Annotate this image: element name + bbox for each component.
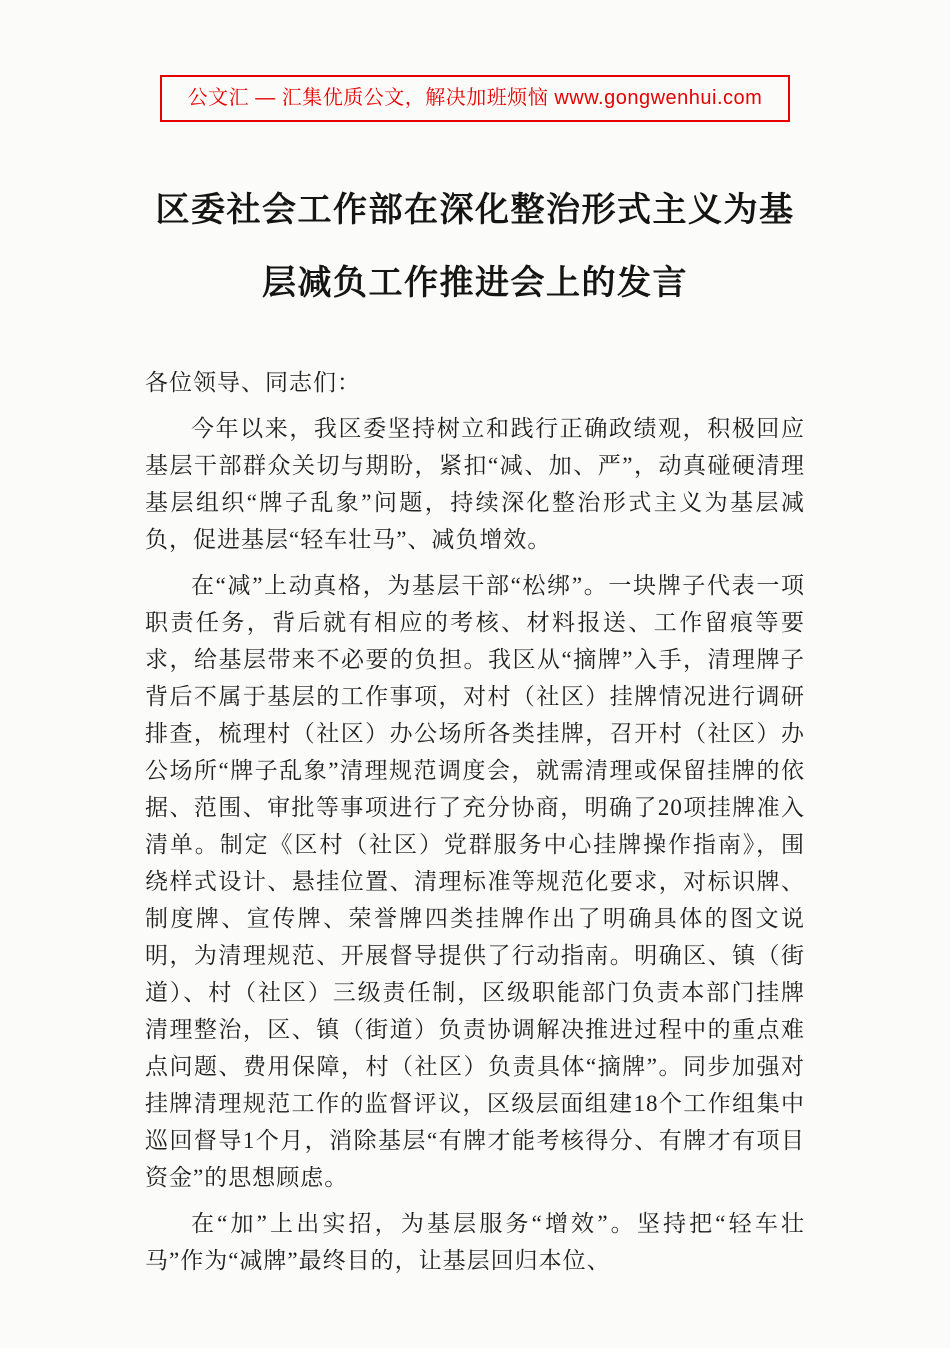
paragraph: 在“减”上动真格，为基层干部“松绑”。一块牌子代表一项职责任务，背后就有相应的考核、材料报送、工作留痕等要求，给基层带来不必要的负担。我区从“摘牌”入手，清理牌子背后不属于基层的工作事项，对村（社区）挂牌情况进行调研排查，梳理村（社区）办公场所各类挂牌，召开村（社区）办公场所“牌子乱象”清理规范调度会，就需清理或保留挂牌的依据、范围、审批等事项进行了充分协商，明确了20项挂牌准入清单。制定《区村（社区）党群服务中心挂牌操作指南》，围绕样式设计、悬挂位置、清理标准等规范化要求，对标识牌、制度牌、宣传牌、荣誉牌四类挂牌作出了明确具体的图文说明，为清理规范、开展督导提供了行动指南。明确区、镇（街道）、村（社区）三级责任制，区级职能部门负责本部门挂牌清理整治，区、镇（街道）负责协调解决推进过程中的重点难点问题、费用保障，村（社区）负责具体“摘牌”。同步加强对挂牌清理规范工作的监督评议，区级层面组建18个工作组集中巡回督导1个月，消除基层“有牌才能考核得分、有牌才有项目资金”的思想顾虑。 xyxy=(145,573,805,1191)
paragraph: 在“加”上出实招，为基层服务“增效”。坚持把“轻车壮马”作为“减牌”最终目的，让基层回归本位、 xyxy=(145,1211,805,1274)
paragraph: 今年以来，我区委坚持树立和践行正确政绩观，积极回应基层干部群众关切与期盼，紧扣“减、加、严”，动真碰硬清理基层组织“牌子乱象”问题，持续深化整治形式主义为基层减负，促进基层“轻车壮马”、减负增效。 xyxy=(145,416,805,553)
document-title: 区委社会工作部在深化整治形式主义为基层减负工作推进会上的发言 xyxy=(155,191,795,303)
document-body xyxy=(145,364,805,1279)
paragraph-greeting: 各位领导、同志们： xyxy=(145,370,361,396)
watermark-banner: 公文汇 — 汇集优质公文，解决加班烦恼 www.gongwenhui.com xyxy=(160,75,791,122)
watermark-banner-row xyxy=(145,75,805,122)
